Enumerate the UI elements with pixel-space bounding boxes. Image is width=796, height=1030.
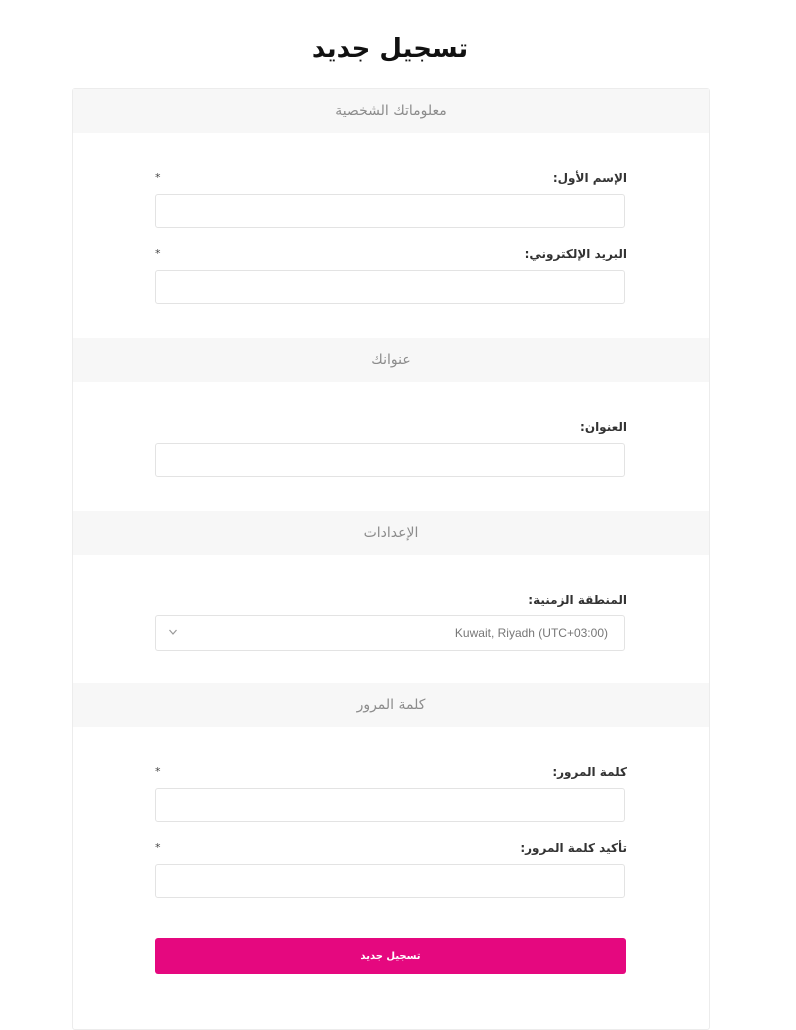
timezone-selected-value: Kuwait, Riyadh (UTC+03:00) [454, 626, 608, 640]
email-input[interactable] [155, 270, 625, 304]
section-header-password: كلمة المرور [73, 683, 709, 727]
first-name-label: الإسم الأول: [552, 171, 627, 185]
email-required-mark: * [155, 247, 161, 260]
password-label: كلمة المرور: [552, 765, 627, 779]
password-confirm-input[interactable] [155, 864, 625, 898]
section-header-settings: الإعدادات [73, 511, 709, 555]
address-label: العنوان: [580, 420, 627, 434]
timezone-label: المنطقة الزمنية: [528, 593, 627, 607]
register-submit-button[interactable]: تسجيل جديد [155, 938, 626, 974]
email-label: البريد الإلكتروني: [524, 247, 627, 261]
first-name-input[interactable] [155, 194, 625, 228]
password-required-mark: * [155, 765, 161, 778]
chevron-down-icon [168, 627, 178, 637]
password-confirm-label: تأكيد كلمة المرور: [520, 841, 627, 855]
first-name-required-mark: * [155, 171, 161, 184]
section-header-personal: معلوماتك الشخصية [73, 89, 709, 133]
timezone-select[interactable] [155, 615, 625, 651]
password-input[interactable] [155, 788, 625, 822]
section-header-address: عنوانك [73, 338, 709, 382]
address-input[interactable] [155, 443, 625, 477]
registration-form [72, 88, 710, 1030]
password-confirm-required-mark: * [155, 841, 161, 854]
page-title: تسجيل جديد [311, 34, 469, 64]
